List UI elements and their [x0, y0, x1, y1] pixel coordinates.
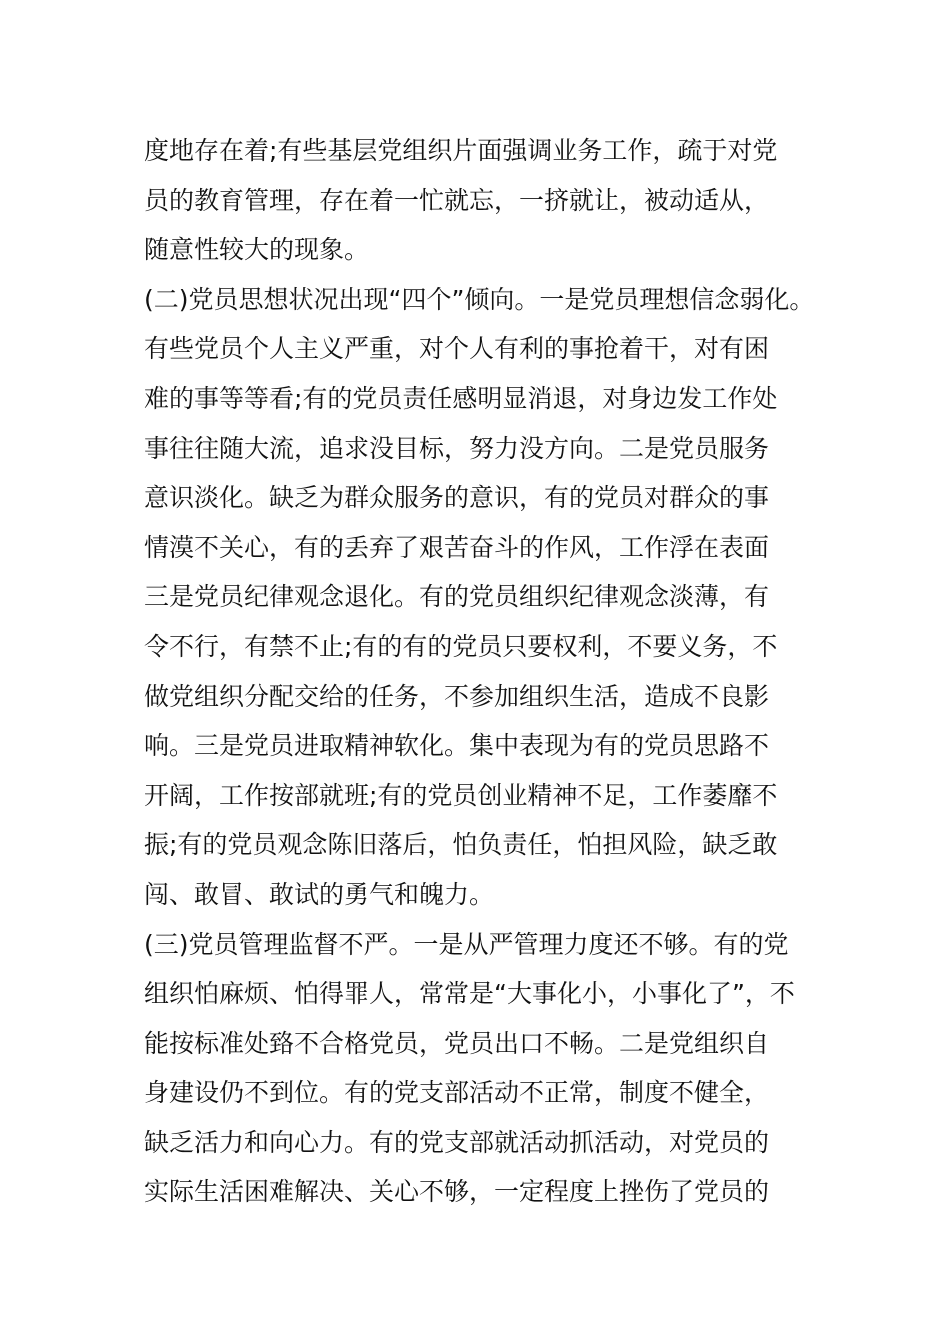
text-line: (二)党员思想状况出现“四个”倾向。一是党员理想信念弱化。	[144, 284, 815, 314]
text-line: 随意性较大的现象。	[144, 235, 370, 265]
text-line: 意识淡化。缺乏为群众服务的意识，有的党员对群众的事	[144, 483, 770, 513]
text-line: 做党组织分配交给的任务，不参加组织生活，造成不良影	[144, 681, 770, 711]
text-line: 令不行，有禁不止;有的有的党员只要权利，不要义务，不	[144, 631, 778, 661]
text-line: 缺乏活力和向心力。有的党支部就活动抓活动，对党员的	[144, 1127, 770, 1157]
text-line: 三是党员纪律观念退化。有的党员组织纪律观念淡薄，有	[144, 582, 770, 612]
text-line: 组织怕麻烦、怕得罪人，常常是“大事化小，小事化了”，不	[144, 979, 795, 1009]
text-line: 难的事等等看;有的党员责任感明显消退，对身边发工作处	[144, 383, 778, 413]
text-line: 闯、敢冒、敢试的勇气和魄力。	[144, 879, 495, 909]
text-line: 度地存在着;有些基层党组织片面强调业务工作，疏于对党	[144, 136, 778, 165]
text-line: 情漠不关心，有的丢弃了艰苦奋斗的作风，工作浮在表面	[144, 532, 770, 562]
text-line: 身建设仍不到位。有的党支部活动不正常，制度不健全，	[144, 1078, 770, 1108]
text-line: 振;有的党员观念陈旧落后，怕负责任，怕担风险，缺乏敢	[144, 830, 778, 860]
text-line: 开阔，工作按部就班;有的党员创业精神不足，工作萎靡不	[144, 780, 778, 810]
body-text	[144, 126, 844, 1217]
text-line: 能按标准处臵不合格党员，党员出口不畅。二是党组织自	[144, 1028, 770, 1058]
text-line: 有些党员个人主义严重，对个人有利的事抢着干，对有困	[144, 334, 770, 364]
text-line: (三)党员管理监督不严。一是从严管理力度还不够。有的党	[144, 929, 789, 959]
text-line: 实际生活困难解决、关心不够，一定程度上挫伤了党员的	[144, 1177, 770, 1207]
text-line: 响。三是党员进取精神软化。集中表现为有的党员思路不	[144, 731, 770, 761]
text-line: 事往往随大流，追求没目标，努力没方向。二是党员服务	[144, 433, 770, 463]
text-line: 员的教育管理，存在着一忙就忘，一挤就让，被动适从，	[144, 185, 770, 215]
